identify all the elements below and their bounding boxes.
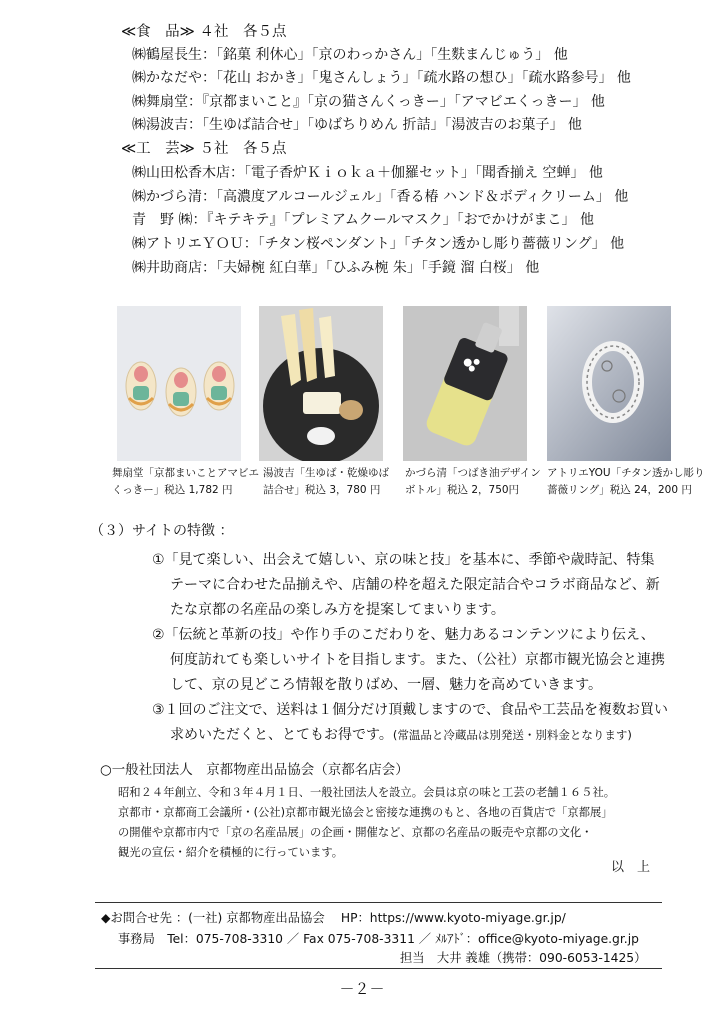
food-item: ㈱かなだや：「花山 おかき」「鬼さんしょう」「疏水路の想ひ」「疏水路参号」 他 xyxy=(132,70,631,86)
camellia-oil-illustration xyxy=(403,306,527,461)
photo-caption: 舞扇堂「京都まいことアマビエ くっきー」税込 1,782 円 xyxy=(112,467,259,496)
section-heading: （３）サイトの特徴 ： xyxy=(90,523,234,539)
food-item: ㈱鶴屋長生：「銘菓 利休心」「京のわっかさん」「生麩まんじゅう」 他 xyxy=(132,47,568,63)
feature-text: ①「見て楽しい、出会えて嬉しい、京の味と技」を基本に、季節や歳時記、特集 xyxy=(152,552,655,568)
org-text: 京都市・京都商工会議所・(公社)京都市観光協会と密接な連携のもと、各地の百貨店で「京都展」 xyxy=(118,806,613,819)
photo-caption: 湯波吉「生ゆば・乾燥ゆば 詰合せ」税込 3，780 円 xyxy=(263,467,389,496)
amabie-cookies-illustration xyxy=(117,306,241,461)
feature-text: たな京都の名産品の楽しみ方を提案してまいります。 xyxy=(170,602,505,618)
yuba-assortment-photo xyxy=(259,306,383,461)
org-text: の開催や京都市内で「京の名産品展」の企画・開催など、京都の名産品の販売や京都の文化・ xyxy=(118,826,593,839)
end-mark: 以 上 xyxy=(611,860,651,875)
shipping-note: (常温品と冷蔵品は別発送・別料金となります) xyxy=(392,728,632,742)
craft-item: ㈱井助商店：「夫婦椀 紅白華」「ひふみ椀 朱」「手鏡 溜 白桜」 他 xyxy=(132,260,540,276)
feature-text: テーマに合わせた品揃えや、店舗の枠を超えた限定詰合やコラボ商品など、新 xyxy=(170,577,660,593)
craft-item: 青 野 ㈱：『キテキテ』「プレミアムクールマスク」「おでかけがまこ」 他 xyxy=(132,212,594,228)
yuba-assortment-illustration xyxy=(259,306,383,461)
org-title: ○一般社団法人 京都物産出品協会（京都名店会） xyxy=(100,762,409,778)
craft-heading: ≪工 芸≫ ５社 各５点 xyxy=(121,141,287,157)
contact-line: 事務局 Tel：075-708-3310 ／ Fax 075-708-3311 ／ ﾒﾙｱﾄﾞ：office@kyoto-miyage.gr.jp xyxy=(118,932,639,946)
photo-caption: アトリエYOU「チタン透かし彫り 薔薇リング」税込 24，200 円 xyxy=(547,467,705,496)
craft-item: ㈱アトリエＹＯＵ：「チタン桜ペンダント」「チタン透かし彫り薔薇リング」 他 xyxy=(132,236,625,252)
food-item: ㈱舞扇堂：『京都まいこと』「京の猫さんくっきー」「アマビエくっきー」 他 xyxy=(132,94,605,110)
feature-text: して、京の見どころ情報を散りばめ、一層、魅力を高めていきます。 xyxy=(170,677,603,693)
food-heading: ≪食 品≫ ４社 各５点 xyxy=(121,24,287,40)
titanium-ring-photo xyxy=(547,306,671,461)
feature-text: 何度訪れても楽しいサイトを目指します。また、（公社）京都市観光協会と連携 xyxy=(170,652,665,668)
craft-item: ㈱かづら清：「高濃度アルコールジェル」「香る椿 ハンド＆ボディクリーム」 他 xyxy=(132,189,629,205)
contact-line: ◆お問合せ先 ：(一社) 京都物産出品協会 HP：https://www.kyoto-miyage.gr.jp/ xyxy=(101,911,566,925)
food-item: ㈱湯波吉：「生ゆば詰合せ」「ゆばちりめん 折詰」「湯波吉のお菓子」 他 xyxy=(132,117,582,133)
org-text: 昭和２４年創立、令和３年４月１日、一般社団法人を設立。会員は京の味と工芸の老舗１６５社。 xyxy=(118,786,616,799)
page-number: －２－ xyxy=(339,980,385,998)
org-text: 観光の宣伝・紹介を積極的に行っています。 xyxy=(118,846,344,859)
camellia-oil-photo xyxy=(403,306,527,461)
amabie-cookies-photo xyxy=(117,306,241,461)
titanium-ring-illustration xyxy=(547,306,671,461)
photo-caption: かづら清「つばき油デザイン ボトル」税込 2，750円 xyxy=(405,467,541,496)
contact-person: 担当 大井 義雄（携帯：090-6053-1425） xyxy=(400,951,647,965)
contact-top-rule xyxy=(95,902,662,903)
craft-item: ㈱山田松香木店：「電子香炉Ｋｉｏｋａ＋伽羅セット」「聞香揃え 空蝉」 他 xyxy=(132,165,603,181)
feature-text: ②「伝統と革新の技」や作り手のこだわりを、魅力あるコンテンツにより伝え、 xyxy=(152,627,655,643)
contact-bottom-rule xyxy=(95,968,662,969)
feature-text: 求めいただくと、とてもお得です。(常温品と冷蔵品は別発送・別料金となります) xyxy=(170,727,632,743)
feature-text: ③１回のご注文で、送料は１個分だけ頂戴しますので、食品や工芸品を複数お買い xyxy=(152,702,668,718)
